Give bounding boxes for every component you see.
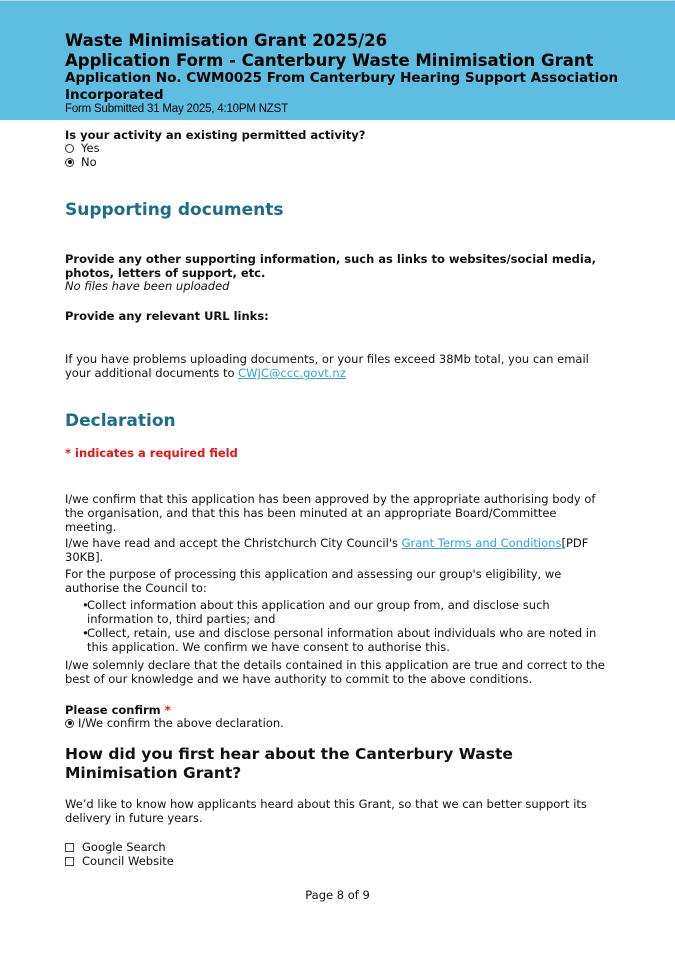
option-council-website[interactable] [65, 854, 174, 868]
confirm-declaration-option[interactable] [65, 716, 284, 730]
option-google-search[interactable] [65, 840, 166, 854]
checkbox-icon [65, 843, 74, 852]
option-no[interactable] [65, 155, 97, 169]
hear-about-intro: We’d like to know how applicants heard about this Grant, so that we can better support its delivery in future years. [65, 797, 587, 825]
bullet-text: Collect information about this application and our group from, and disclose such information to, third parties; and [87, 598, 550, 626]
bullet-icon: • [82, 626, 89, 640]
confirm-label-text: Please confirm [65, 703, 161, 717]
required-field-note: * indicates a required field [65, 446, 238, 460]
supporting-documents-heading: Supporting documents [65, 200, 284, 220]
checkbox-icon [65, 857, 74, 866]
header-banner [0, 0, 675, 120]
option-label: Yes [81, 141, 100, 155]
declaration-heading: Declaration [65, 411, 176, 431]
please-confirm-label [65, 703, 171, 717]
option-label: Council Website [82, 854, 174, 868]
option-yes[interactable] [65, 141, 100, 155]
radio-selected-icon [65, 719, 74, 728]
option-label: No [81, 155, 97, 169]
form-name: Application Form - Canterbury Waste Minimisation Grant [65, 51, 594, 70]
option-label: I/We confirm the above declaration. [78, 716, 284, 730]
upload-help-text [65, 352, 610, 380]
bullet-text: Collect, retain, use and disclose personal information about individuals who are noted in this application. We confirm we have consent to authorise this. [87, 626, 597, 654]
submitted-timestamp: Form Submitted 31 May 2025, 4:10PM NZST [65, 103, 288, 115]
page-number: Page 8 of 9 [305, 888, 370, 902]
authorise-text: For the purpose of processing this application and assessing our group's eligibility, we authorise the Council to: [65, 567, 562, 595]
terms-acceptance-text [65, 536, 610, 564]
no-files-text: No files have been uploaded [65, 279, 230, 293]
authorisation-list [65, 598, 605, 654]
required-star: * [164, 703, 171, 717]
radio-unselected-icon [65, 144, 74, 153]
other-info-label: Provide any other supporting information, such as links to websites/social media, photos, letters of support, etc. [65, 252, 596, 280]
application-number: Application No. CWM0025 From Canterbury Hearing Support Association Incorporated [65, 70, 619, 103]
declaration-approval-text: I/we confirm that this application has been approved by the appropriate authorising body of the organisation, and that this has been minuted at an appropriate Board/Committee meeting. [65, 492, 596, 534]
terms-suffix: [PDF 30KB]. [65, 536, 589, 564]
permitted-activity-question: Is your activity an existing permitted activity? [65, 128, 366, 142]
hear-about-heading: How did you first hear about the Canterbury Waste Minimisation Grant? [65, 745, 513, 782]
list-item [65, 598, 605, 626]
terms-prefix: I/we have read and accept the Christchurch City Council's [65, 536, 402, 550]
list-item [65, 626, 605, 654]
email-link[interactable]: CWJC@ccc.govt.nz [238, 366, 346, 380]
terms-link[interactable]: Grant Terms and Conditions [401, 536, 562, 550]
radio-selected-icon [65, 158, 74, 167]
solemn-declaration-text: I/we solemnly declare that the details contained in this application are true and correct to the best of our knowledge and we have authority to commit to the above conditions. [65, 658, 605, 686]
url-links-label: Provide any relevant URL links: [65, 309, 269, 323]
upload-help-prefix: If you have problems uploading documents, or your files exceed 38Mb total, you can email your additional documents to [65, 352, 589, 380]
bullet-icon: • [82, 598, 89, 612]
grant-title: Waste Minimisation Grant 2025/26 [65, 31, 388, 50]
option-label: Google Search [82, 840, 166, 854]
